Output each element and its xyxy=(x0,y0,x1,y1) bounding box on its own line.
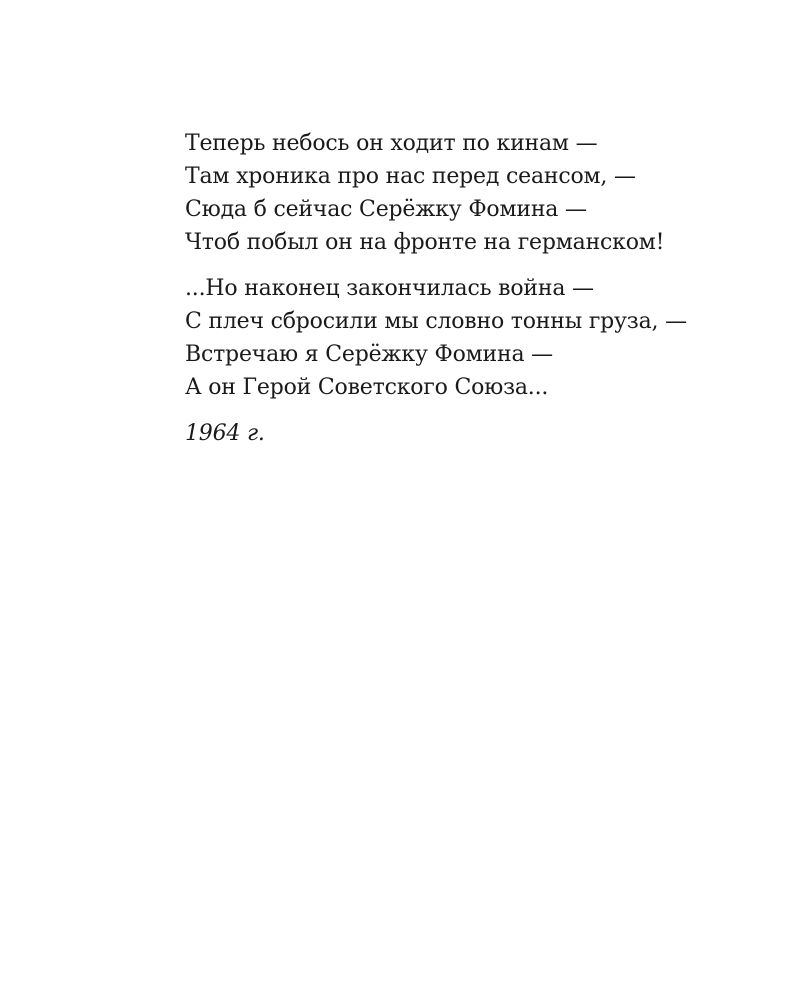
poem-line: Теперь небось он ходит по кинам — xyxy=(185,131,598,156)
poem-line: С плеч сбросили мы словно тонны груза, — xyxy=(185,309,687,334)
poem-text xyxy=(185,127,745,450)
stanza-2 xyxy=(185,272,745,404)
poem-line: Чтоб побыл он на фронте на германском! xyxy=(185,230,665,255)
poem-line: ...Но наконец закончилась война — xyxy=(185,276,594,301)
stanza-1 xyxy=(185,127,745,259)
poem-line: Встречаю я Серёжку Фомина — xyxy=(185,342,553,367)
poem-date: 1964 г. xyxy=(185,421,265,446)
poem-line: А он Герой Советского Союза... xyxy=(185,375,549,400)
poem-line: Сюда б сейчас Серёжку Фомина — xyxy=(185,197,587,222)
poem-line: Там хроника про нас перед сеансом, — xyxy=(185,164,636,189)
